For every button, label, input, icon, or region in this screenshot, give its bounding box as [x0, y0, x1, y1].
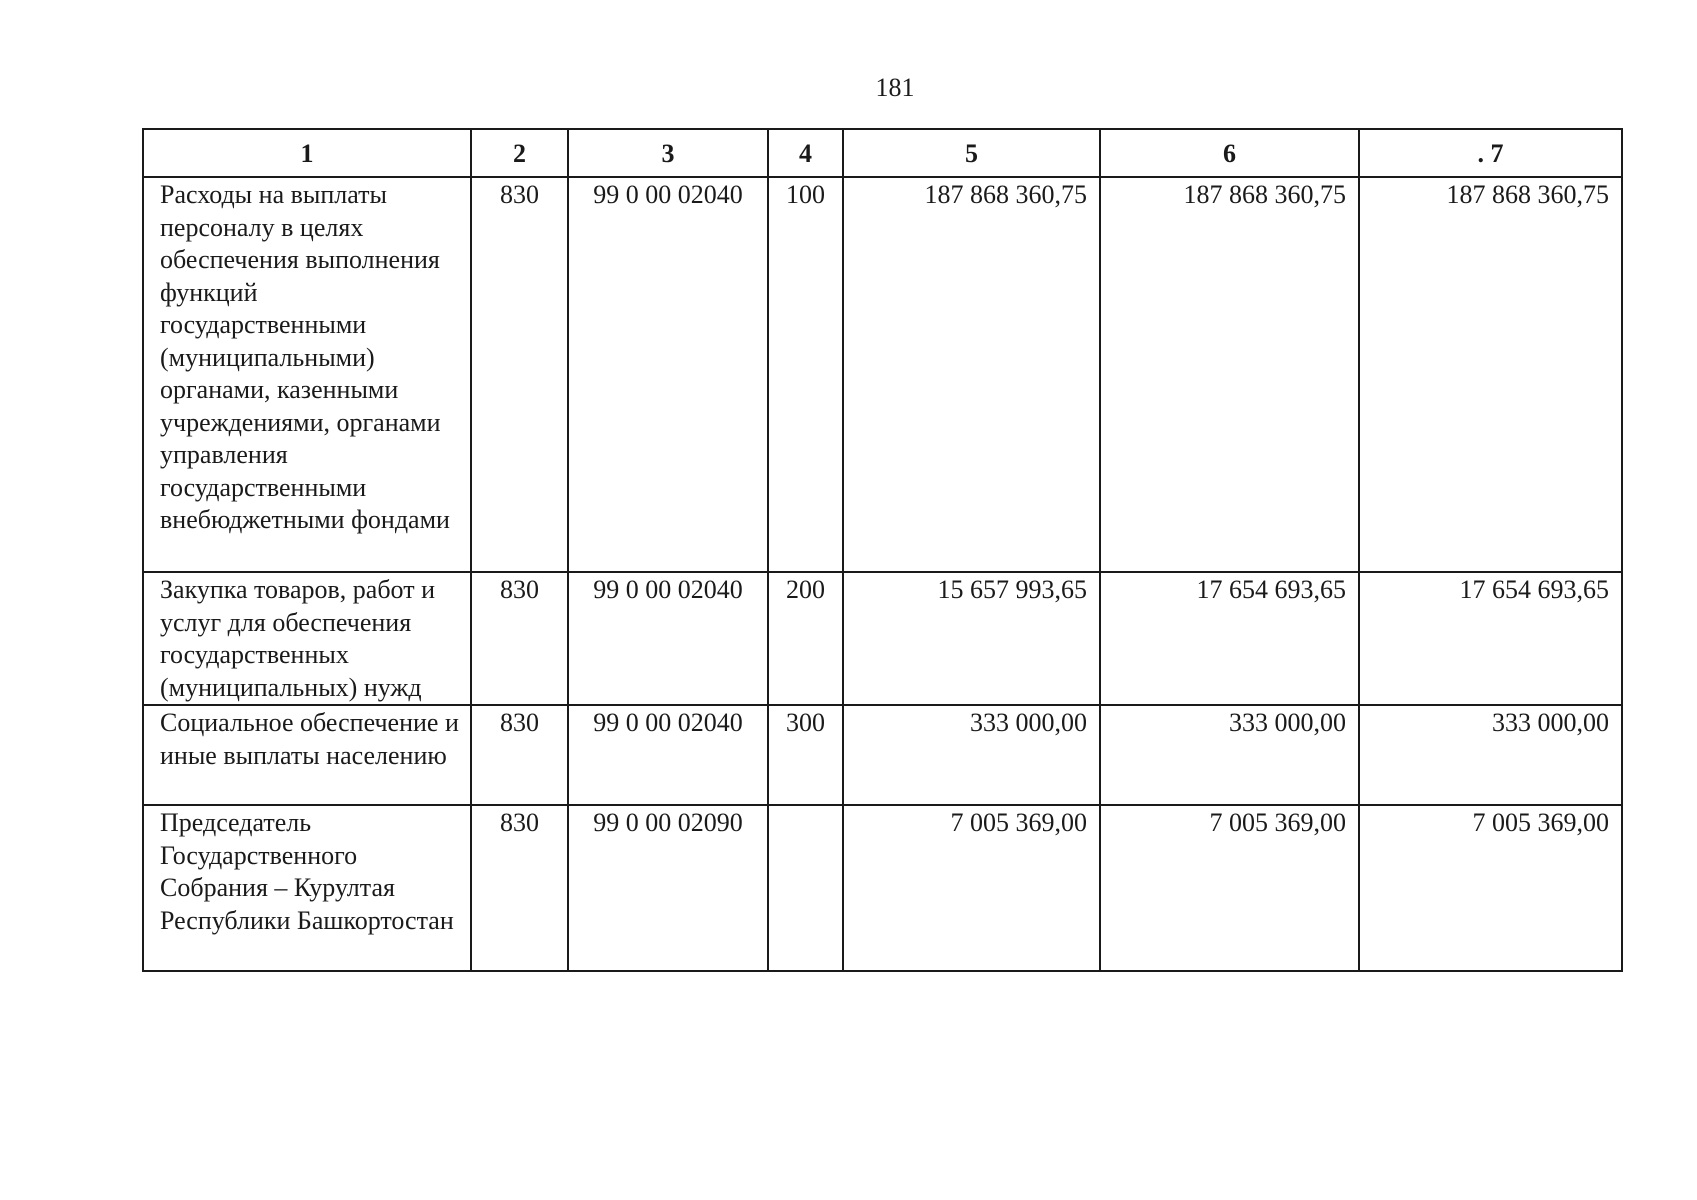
- row-amount-5: 187 868 360,75: [843, 177, 1100, 572]
- row-name: Председатель Государственного Собрания – Курултая Республики Башкортостан: [143, 805, 471, 971]
- header-col-7: . 7: [1359, 129, 1622, 177]
- budget-table: [142, 128, 1623, 972]
- row-name: Социальное обеспечение и иные выплаты населению: [143, 705, 471, 805]
- row-admin-code: 830: [471, 572, 568, 705]
- row-admin-code: 830: [471, 805, 568, 971]
- row-amount-7: 17 654 693,65: [1359, 572, 1622, 705]
- row-amount-6: 187 868 360,75: [1100, 177, 1359, 572]
- row-amount-6: 333 000,00: [1100, 705, 1359, 805]
- row-admin-code: 830: [471, 705, 568, 805]
- header-col-3: 3: [568, 129, 768, 177]
- row-amount-6: 7 005 369,00: [1100, 805, 1359, 971]
- row-target-code: 99 0 00 02040: [568, 705, 768, 805]
- row-target-code: 99 0 00 02040: [568, 572, 768, 705]
- header-col-6: 6: [1100, 129, 1359, 177]
- row-name: Закупка товаров, работ и услуг для обеспечения государственных (муниципальных) нужд: [143, 572, 471, 705]
- header-col-1: 1: [143, 129, 471, 177]
- row-amount-5: 7 005 369,00: [843, 805, 1100, 971]
- row-amount-7: 187 868 360,75: [1359, 177, 1622, 572]
- header-row: [143, 129, 1622, 177]
- row-expense-type: 300: [768, 705, 843, 805]
- row-target-code: 99 0 00 02090: [568, 805, 768, 971]
- table-row: [143, 705, 1622, 805]
- row-target-code: 99 0 00 02040: [568, 177, 768, 572]
- table-row: [143, 572, 1622, 705]
- header-col-4: 4: [768, 129, 843, 177]
- row-amount-7: 7 005 369,00: [1359, 805, 1622, 971]
- row-name: Расходы на выплаты персоналу в целях обеспечения выполнения функций государственными (муниципальными) органами, казенными учреждениями, органами управления государственными внебюджетными фондами: [143, 177, 471, 572]
- header-col-5: 5: [843, 129, 1100, 177]
- row-amount-7: 333 000,00: [1359, 705, 1622, 805]
- row-expense-type: 100: [768, 177, 843, 572]
- row-amount-5: 15 657 993,65: [843, 572, 1100, 705]
- row-expense-type: [768, 805, 843, 971]
- row-expense-type: 200: [768, 572, 843, 705]
- row-amount-6: 17 654 693,65: [1100, 572, 1359, 705]
- row-admin-code: 830: [471, 177, 568, 572]
- table-row: [143, 805, 1622, 971]
- page-number: 181: [875, 73, 915, 102]
- header-col-2: 2: [471, 129, 568, 177]
- row-amount-5: 333 000,00: [843, 705, 1100, 805]
- table-row: [143, 177, 1622, 572]
